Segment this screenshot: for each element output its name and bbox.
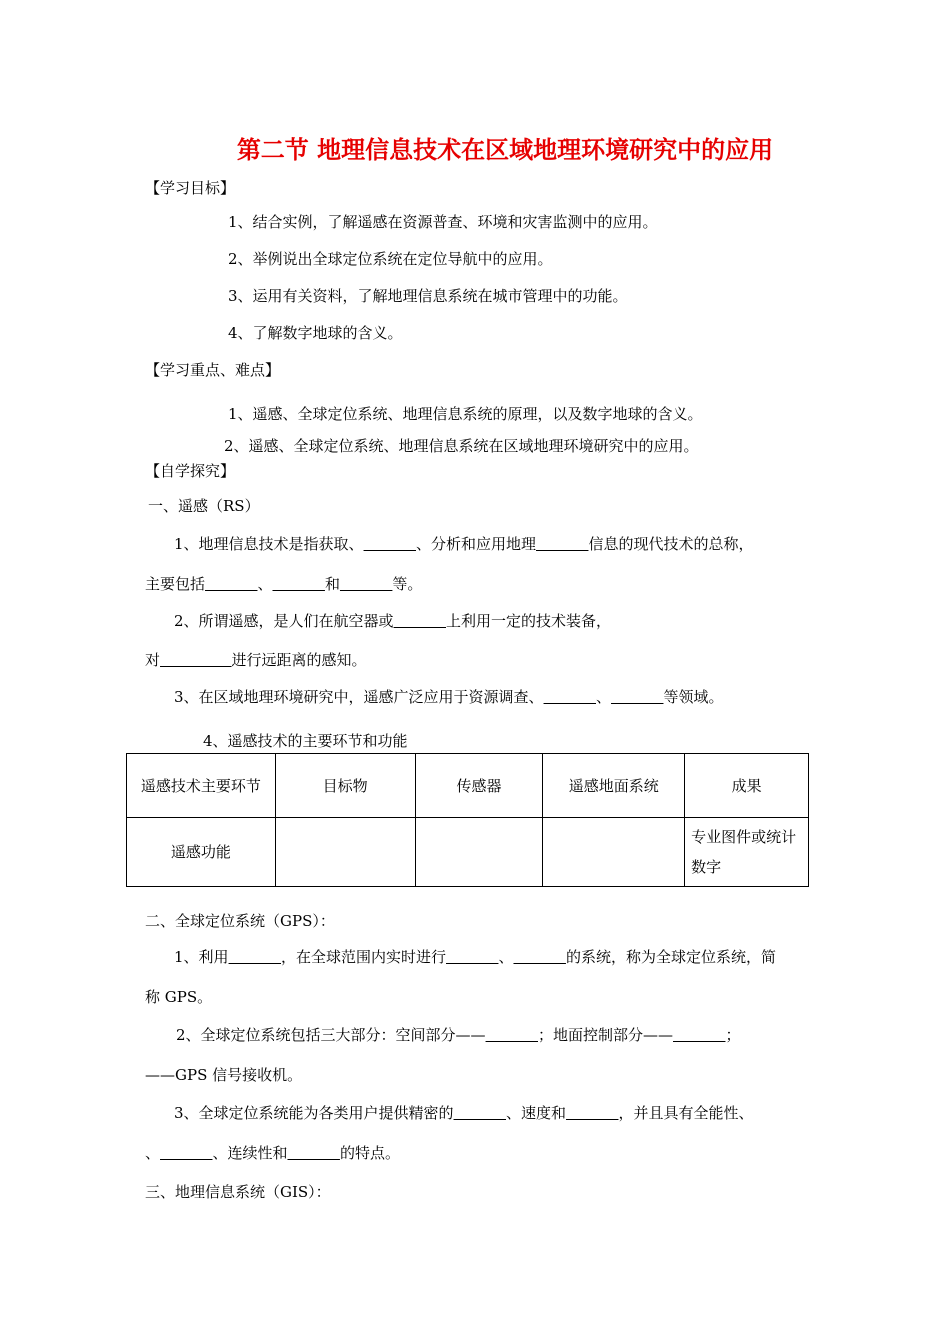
rs-heading: 一、遥感（RS）: [148, 497, 260, 515]
table-cell: 遥感功能: [127, 818, 276, 887]
blank[interactable]: [160, 1144, 212, 1162]
blank[interactable]: [611, 688, 663, 706]
table-row: [127, 818, 809, 887]
table-cell[interactable]: [275, 818, 415, 887]
table-cell[interactable]: [543, 818, 685, 887]
table-cell: 遥感技术主要环节: [127, 754, 276, 818]
table-cell[interactable]: [415, 818, 543, 887]
blank[interactable]: [566, 1104, 618, 1122]
gps-question-3-line-1: 3、全球定位系统能为各类用户提供精密的 、速度和 ，并且具有全能性、: [174, 1104, 754, 1122]
blank[interactable]: [394, 612, 446, 630]
goal-item: 2、举例说出全球定位系统在定位导航中的应用。: [228, 250, 553, 268]
blank[interactable]: [536, 535, 588, 553]
blank[interactable]: [364, 535, 416, 553]
rs-question-3: 3、在区域地理环境研究中，遥感广泛应用于资源调查、 、 等领域。: [174, 688, 724, 706]
blank[interactable]: [513, 948, 565, 966]
gps-question-1-line-1: 1、利用 ，在全球范围内实时进行 、 的系统，称为全球定位系统，简: [174, 948, 776, 966]
goals-heading: 【学习目标】: [145, 179, 236, 197]
keypoint-item: 1、遥感、全球定位系统、地理信息系统的原理，以及数字地球的含义。: [228, 405, 703, 423]
table-cell: 遥感地面系统: [543, 754, 685, 818]
blank[interactable]: [287, 1144, 339, 1162]
rs-question-1-line-2: 主要包括 、 和 等。: [145, 575, 423, 593]
blank[interactable]: [205, 575, 257, 593]
gps-question-2-line-2: ——GPS 信号接收机。: [145, 1066, 303, 1084]
table-row: [127, 754, 809, 818]
blank[interactable]: [544, 688, 596, 706]
rs-table: [126, 753, 809, 887]
rs-question-4: 4、遥感技术的主要环节和功能: [203, 732, 408, 750]
goal-item: 3、运用有关资料，了解地理信息系统在城市管理中的功能。: [228, 287, 628, 305]
blank[interactable]: [446, 948, 498, 966]
table-cell: 专业图件或统计数字: [685, 818, 809, 887]
table-cell: 成果: [685, 754, 809, 818]
blank[interactable]: [673, 1026, 725, 1044]
gps-question-3-line-2: 、 、连续性和 的特点。: [145, 1144, 400, 1162]
blank[interactable]: [340, 575, 392, 593]
selfstudy-heading: 【自学探究】: [145, 462, 236, 480]
blank[interactable]: [229, 948, 281, 966]
blank[interactable]: [486, 1026, 538, 1044]
rs-question-2-line-1: 2、所谓遥感，是人们在航空器或 上利用一定的技术装备，: [174, 612, 612, 630]
keypoint-item: 2、遥感、全球定位系统、地理信息系统在区域地理环境研究中的应用。: [224, 437, 699, 455]
table-cell: 传感器: [415, 754, 543, 818]
table-cell: 目标物: [275, 754, 415, 818]
page-title: 第二节 地理信息技术在区域地理环境研究中的应用: [236, 135, 774, 164]
gps-question-1-line-2: 称 GPS。: [145, 988, 213, 1006]
blank[interactable]: [160, 651, 232, 669]
rs-question-2-line-2: 对 进行远距离的感知。: [145, 651, 367, 669]
gps-question-2-line-1: 2、全球定位系统包括三大部分：空间部分—— ；地面控制部分—— ；: [176, 1026, 741, 1044]
goal-item: 4、了解数字地球的含义。: [228, 324, 403, 342]
blank[interactable]: [454, 1104, 506, 1122]
blank[interactable]: [272, 575, 324, 593]
keypoints-heading: 【学习重点、难点】: [145, 361, 281, 379]
gps-heading: 二、全球定位系统（GPS）：: [145, 912, 335, 930]
gis-heading: 三、地理信息系统（GIS）：: [145, 1183, 331, 1201]
rs-question-1-line-1: 1、地理信息技术是指获取、 、分析和应用地理 信息的现代技术的总称，: [174, 535, 754, 553]
goal-item: 1、结合实例，了解遥感在资源普查、环境和灾害监测中的应用。: [228, 213, 658, 231]
